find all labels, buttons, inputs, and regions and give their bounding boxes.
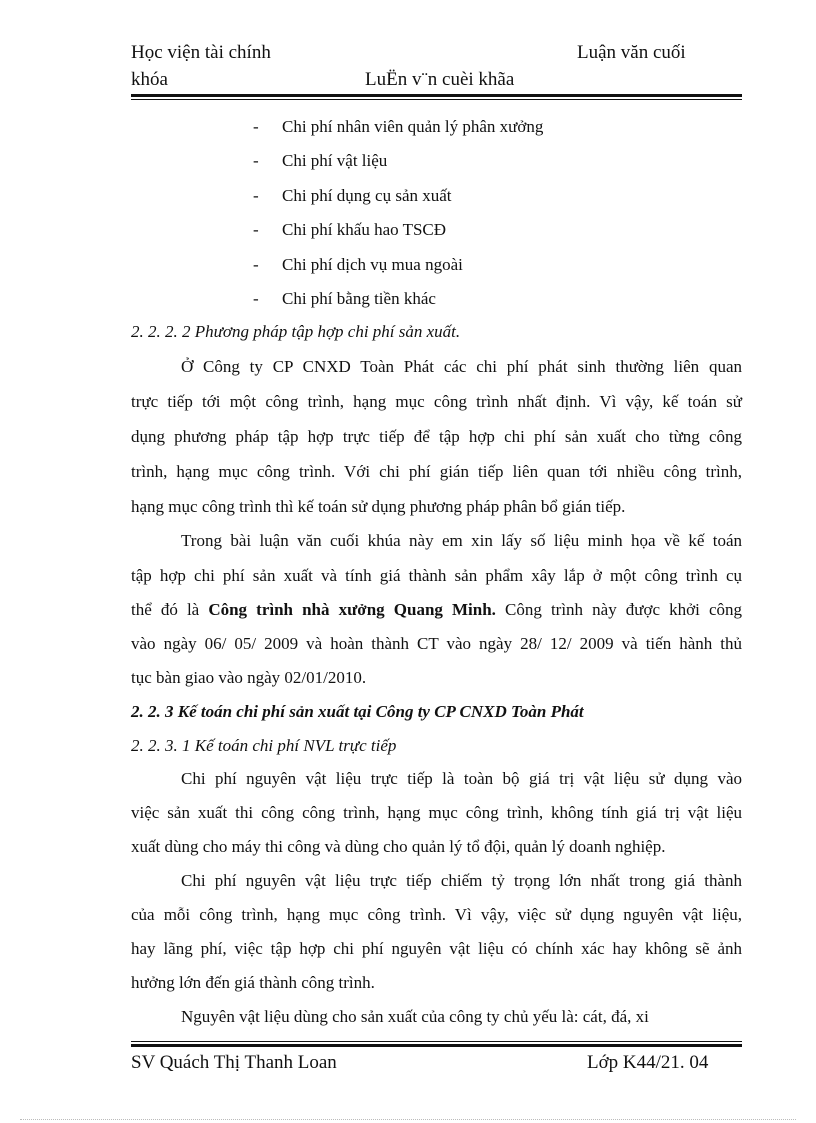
bullet-item: Chi phí vật liệu (282, 151, 388, 170)
paragraph-line: tục bàn giao vào ngày 02/01/2010. (131, 668, 367, 687)
text-run: Công trình này được khởi công (495, 600, 742, 619)
text-run: thể đó là (131, 600, 209, 619)
paragraph-line: dụng phương pháp tập hợp trực tiếp để tập hợp chi phí sản xuất cho từng công (131, 427, 742, 446)
footer-rule-thin (131, 1041, 742, 1042)
paragraph-line: tập hợp chi phí sản xuất và tính giá thành sản phẩm xây lắp ở một công trình cụ (131, 566, 742, 585)
footer-rule-thick (131, 1044, 742, 1047)
footer-class: Lớp K44/21. 04 (587, 1052, 709, 1073)
paragraph-line: Trong bài luận văn cuối khúa này em xin lấy số liệu minh họa về kế toán (181, 531, 742, 550)
bullet-dash: - (253, 151, 259, 170)
bullet-item: Chi phí nhân viên quản lý phân xưởng (282, 117, 544, 136)
bullet-dash: - (253, 117, 259, 136)
paragraph-line: hạng mục công trình thì kế toán sử dụng phương pháp phân bổ gián tiếp. (131, 497, 626, 516)
header-rule-thin (131, 99, 742, 100)
header-school: Học viện tài chính (131, 42, 271, 63)
project-name-bold: Công trình nhà xưởng Quang Minh. (208, 600, 496, 619)
bullet-dash: - (253, 186, 259, 205)
paragraph-line: hưởng lớn đến giá thành công trình. (131, 973, 375, 992)
paragraph-line: việc sản xuất thi công công trình, hạng mục công trình, không tính giá trị vật liệu (131, 803, 742, 822)
bullet-item: Chi phí dịch vụ mua ngoài (282, 255, 463, 274)
paragraph-line: trực tiếp tới một công trình, hạng mục công trình nhất định. Vì vậy, kế toán sử (131, 392, 742, 411)
bullet-dash: - (253, 289, 259, 308)
paragraph-line: Ở Công ty CP CNXD Toàn Phát các chi phí phát sinh thường liên quan (181, 357, 742, 376)
bullet-item: Chi phí dụng cụ sản xuất (282, 186, 452, 205)
paragraph-line: của mỗi công trình, hạng mục công trình. Vì vậy, việc sử dụng nguyên vật liệu, (131, 905, 742, 924)
header-khoa: khóa (131, 69, 168, 90)
paragraph-line: Nguyên vật liệu dùng cho sản xuất của công ty chủ yếu là: cát, đá, xi (181, 1007, 649, 1026)
section-heading-2231: 2. 2. 3. 1 Kế toán chi phí NVL trực tiếp (131, 736, 397, 755)
section-heading-2222: 2. 2. 2. 2 Phương pháp tập hợp chi phí sản xuất. (131, 322, 461, 341)
bullet-item: Chi phí bằng tiền khác (282, 289, 436, 308)
header-rule-thick (131, 94, 742, 97)
header-garbled-title: LuËn v¨n cuèi khãa (365, 69, 515, 90)
header-thesis-title: Luận văn cuối (577, 42, 686, 63)
bullet-dash: - (253, 220, 259, 239)
bullet-dash: - (253, 255, 259, 274)
section-heading-223: 2. 2. 3 Kế toán chi phí sản xuất tại Công ty CP CNXD Toàn Phát (131, 702, 584, 721)
page-bottom-dotted-rule (20, 1119, 796, 1120)
paragraph-line: Chi phí nguyên vật liệu trực tiếp chiếm tỷ trọng lớn nhất trong giá thành (181, 871, 742, 890)
paragraph-line: hay lãng phí, việc tập hợp chi phí nguyên vật liệu có chính xác hay không sẽ ảnh (131, 939, 742, 958)
paragraph-line: trình, hạng mục công trình. Với chi phí gián tiếp liên quan tới nhiều công trình, (131, 462, 742, 481)
footer-student-name: SV Quách Thị Thanh Loan (131, 1052, 337, 1073)
paragraph-line-mixed (131, 600, 742, 620)
paragraph-line: xuất dùng cho máy thi công và dùng cho quản lý tổ đội, quản lý doanh nghiệp. (131, 837, 666, 856)
paragraph-line: Chi phí nguyên vật liệu trực tiếp là toàn bộ giá trị vật liệu sử dụng vào (181, 769, 742, 788)
paragraph-line: vào ngày 06/ 05/ 2009 và hoàn thành CT vào ngày 28/ 12/ 2009 và tiến hành thủ (131, 634, 742, 653)
bullet-item: Chi phí khấu hao TSCĐ (282, 220, 447, 239)
